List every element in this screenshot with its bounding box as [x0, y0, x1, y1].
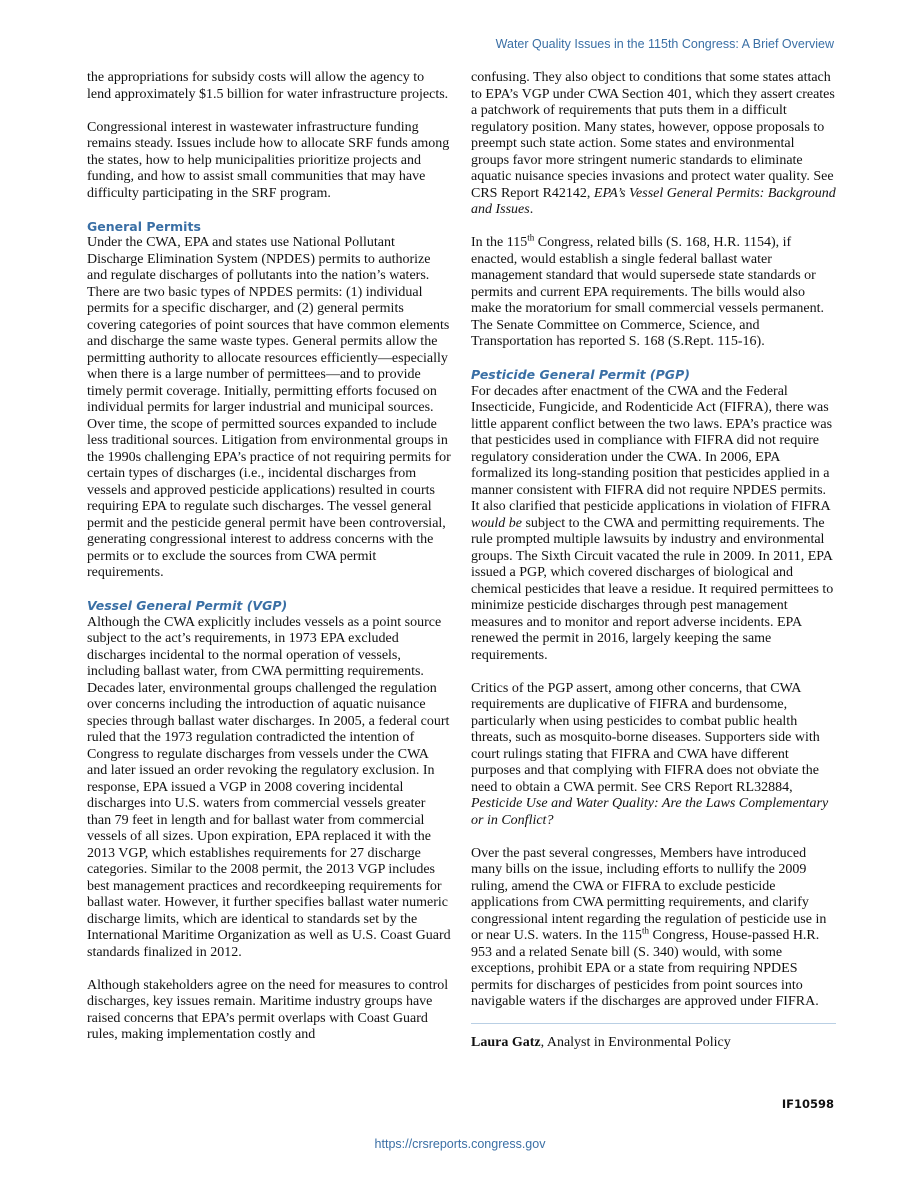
author-line — [471, 1035, 836, 1052]
paragraph-vgp: Although the CWA explicitly includes vessels as a point source subject to the act’s requirements, in 1973 EPA excluded discharges incidental to the normal operation of vessels, including ballast water, from CWA permitting requirements. Decades later, environmental groups challenged the regulation over concerns including the introduction of aquatic nuisance species through ballast water discharges. In 2005, a federal court ruled that the 1973 regulation contradicted the intention of Congress to regulate discharges from vessels under the CWA and later issued an order revoking the regulatory exclusion. In response, EPA issued a VGP in 2008 covering incidental discharges into U.S. waters from commercial vessels greater than 79 feet in length and for ballast water from commercial vessels of all sizes. Upon expiration, EPA replaced it with the 2013 VGP, which establishes requirements for 27 discharge categories. Similar to the 2008 permit, the 2013 VGP includes best management practices and recordkeeping requirements for ballast water. However, it further specifies ballast water numeric discharge limits, which are identical to standards set by the International Maritime Organization as well as U.S. Coast Guard standards finalized in 2012. — [87, 614, 451, 960]
document-id: IF10598 — [781, 1097, 834, 1111]
author-title: , Analyst in Environmental Policy — [540, 1034, 731, 1050]
paragraph-stakeholders: Although stakeholders agree on the need for measures to control discharges, key issues remain. Maritime industry groups have raised concerns that EPA’s permit overlaps with Coast Guard rules, making implementation costly and — [87, 977, 449, 1042]
paragraph-past-congresses — [471, 846, 836, 1011]
crs-report-rl32884-title: Pesticide Use and Water Quality: Are the Laws Complementary or in Conflict? — [471, 796, 829, 828]
ordinal-suffix: th — [527, 232, 535, 243]
paragraph-appropriations: the appropriations for subsidy costs will allow the agency to lend approximately $1.5 billion for water infrastructure projects. — [87, 70, 449, 102]
paragraph-past-lead: Over the past several congresses, Members have introduced many bills on the issue, including efforts to nullify the 2009 ruling, amend the CWA or FIFRA to exclude pesticide applications from CWA permitting requirements, and clarify congressional intent regarding the regulation of pesticide use in or near U.S. waters. In the 115 — [471, 845, 827, 943]
general-permits-heading: General Permits — [87, 218, 201, 234]
footer-url-link[interactable]: https://crsreports.congress.gov — [374, 1137, 546, 1151]
paragraph-confusing — [471, 70, 836, 219]
author-name: Laura Gatz — [471, 1034, 541, 1050]
paragraph-confusing-end: . — [529, 202, 534, 217]
author-divider — [471, 1023, 836, 1024]
crs-report-r42142-title: EPA’s Vessel General Permits: Background and Issues — [471, 185, 836, 217]
paragraph-pgp-body: subject to the CWA and permitting requirements. The rule prompted multiple lawsuits by industry and environmental groups. The Sixth Circuit vacated the rule in 2009. In 2011, EPA issued a PGP, which covered discharges of biological and chemical pesticides that leave a residue. It required permittees to minimize pesticide discharges through pest management measures and to monitor and report adverse incidents. EPA renewed the permit in 2016, largely keeping the same requirements. — [471, 515, 834, 663]
pgp-heading: Pesticide General Permit (PGP) — [471, 367, 690, 382]
paragraph-past-body: Congress, House-passed H.R. 953 and a related Senate bill (S. 340) would, with some exceptions, prohibit EPA or a state from requiring NPDES permits for discharges of pesticides from point sources into navigable waters if the discharges are approved under FIFRA. — [471, 928, 820, 1009]
paragraph-115th-bills — [471, 232, 836, 351]
paragraph-congressional-interest: Congressional interest in wastewater infrastructure funding remains steady. Issues include how to allocate SRF funds among the states, how to help municipalities prioritize projects and funding, and how to assist small communities that may have difficulty participating in the SRF program. — [87, 119, 450, 201]
left-column — [87, 70, 451, 1044]
right-column — [471, 70, 836, 1068]
paragraph-115th-body: Congress, related bills (S. 168, H.R. 1154), if enacted, would establish a single federal ballast water management standard that would supersede state standards or permits and current EPA requirements. The bills would also make the moratorium for small commercial vessels permanent. The Senate Committee on Commerce, Science, and Transportation has reported S. 168 (S.Rept. 115-16). — [471, 235, 824, 349]
paragraph-pgp — [471, 384, 836, 665]
paragraph-confusing-text: confusing. They also object to conditions that some states attach to EPA’s VGP under CWA Section 401, which they assert creates a patchwork of requirements that puts them in a difficult regulatory position. Many states, however, oppose proposals to preempt such state action. Some states and environmental groups favor more stringent numeric standards to eliminate aquatic nuisance species invasions and protect water quality. See CRS Report R42142, — [471, 70, 835, 201]
paragraph-critics — [471, 681, 836, 830]
vgp-heading: Vessel General Permit (VGP) — [87, 598, 288, 613]
paragraph-115th-lead: In the 115 — [471, 235, 528, 250]
paragraph-critics-text: Critics of the PGP assert, among other concerns, that CWA requirements are duplicative of FIFRA and burdensome, particularly when using pesticides to combat public health threats, such as mosquito-borne diseases. Supporters side with court rulings stating that FIFRA and CWA have different purposes and that complying with FIFRA does not obviate the need to obtain a CWA permit. See CRS Report RL32884, — [471, 680, 820, 795]
paragraph-pgp-lead: For decades after enactment of the CWA and the Federal Insecticide, Fungicide, and Rodenticide Act (FIFRA), there was little apparent conflict between the two laws. EPA’s practice was that pesticides used in compliance with FIFRA did not require regulatory consideration under the CWA. In 2006, EPA formalized its long-standing position that pesticides applied in a manner consistent with FIFRA did not require NPDES permits. It also clarified that pesticide applications in violation of FIFRA — [471, 383, 833, 514]
paragraph-general-permits: Under the CWA, EPA and states use National Pollutant Discharge Elimination System (NPDES) permits to authorize and regulate discharges of pollutants into the nation’s waters. There are two basic types of NPDES permits: (1) individual permits for a specific discharger, and (2) general permits covering categories of point sources that have common elements and discharge the same waste types. General permits allow the permitting authority to allocate resources efficiently—especially when there is a large number of permittees—and to provide timely permit coverage. Initially, permitting efforts focused on individual permits for larger industrial and municipal sources. Over time, the scope of permitted sources expanded to include less traditional sources. Litigation from environmental groups in the 1990s challenging EPA’s practice of not requiring permits for certain types of discharges (i.e., incidental discharges from vessels and approved pesticide applications) resulted in courts requiring EPA to regulate such discharges. The vessel general permit and the pesticide general permit have been controversial, generating congressional interest to address concerns with the permits or to exclude the sources from CWA permit requirements. — [87, 235, 451, 580]
ordinal-suffix: th — [641, 925, 649, 936]
paragraph-pgp-emphasis: would be — [471, 515, 522, 531]
running-header: Water Quality Issues in the 115th Congress: A Brief Overview — [495, 37, 834, 51]
